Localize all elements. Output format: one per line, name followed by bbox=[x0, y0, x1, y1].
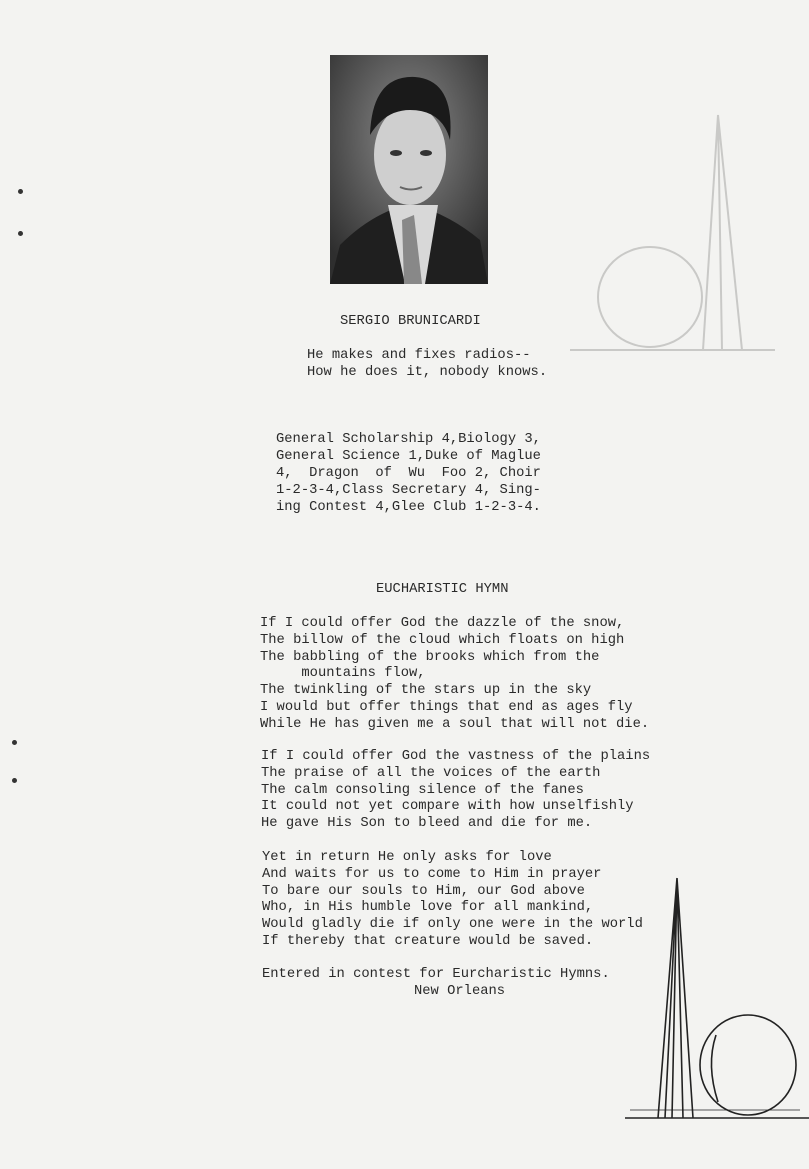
student-name: SERGIO BRUNICARDI bbox=[340, 314, 481, 329]
poem-line: mountains flow, bbox=[260, 666, 426, 682]
activity-line: General Science 1,Duke of Maglue bbox=[276, 449, 541, 464]
binder-hole bbox=[12, 778, 17, 783]
activity-line: ing Contest 4,Glee Club 1-2-3-4. bbox=[276, 500, 541, 515]
poem-line: If thereby that creature would be saved. bbox=[262, 934, 594, 949]
poem-line: It could not yet compare with how unselfishly bbox=[261, 799, 634, 815]
student-portrait-photo bbox=[330, 55, 488, 284]
poem-line: Would gladly die if only one were in the world bbox=[262, 917, 643, 933]
poem-line: While He has given me a soul that will not die. bbox=[260, 716, 650, 732]
poem-line: To bare our souls to Him, our God above bbox=[262, 883, 585, 899]
activity-line: 1-2-3-4,Class Secretary 4, Sing- bbox=[276, 483, 541, 498]
poem-location: New Orleans bbox=[414, 984, 506, 999]
student-quote-line: How he does it, nobody knows. bbox=[307, 365, 548, 380]
binder-hole bbox=[18, 189, 23, 194]
activity-line: 4, Dragon of Wu Foo 2, Choir bbox=[276, 466, 541, 481]
poem-line: Who, in His humble love for all mankind, bbox=[262, 900, 594, 916]
poem-line: If I could offer God the dazzle of the snow, bbox=[260, 616, 625, 631]
poem-note: Entered in contest for Eurcharistic Hymns. bbox=[262, 967, 610, 982]
poem-line: If I could offer God the vastness of the plains bbox=[261, 749, 651, 764]
binder-hole bbox=[12, 740, 17, 745]
binder-hole bbox=[18, 231, 23, 236]
trylon-perisphere-drawing-faint bbox=[570, 105, 780, 360]
poem-line: The twinkling of the stars up in the sky bbox=[260, 683, 592, 699]
poem-line: The billow of the cloud which floats on high bbox=[260, 632, 625, 648]
poem-line: The calm consoling silence of the fanes bbox=[261, 782, 584, 798]
poem-line: He gave His Son to bleed and die for me. bbox=[261, 816, 593, 832]
poem-line: The babbling of the brooks which from the bbox=[260, 649, 600, 665]
poem-line: I would but offer things that end as ages fly bbox=[260, 700, 633, 715]
activity-line: General Scholarship 4,Biology 3, bbox=[276, 432, 541, 447]
trylon-perisphere-drawing bbox=[620, 870, 809, 1130]
student-quote-line: He makes and fixes radios-- bbox=[307, 348, 531, 363]
poem-line: And waits for us to come to Him in prayer bbox=[262, 866, 602, 882]
poem-line: The praise of all the voices of the earth bbox=[261, 765, 601, 781]
poem-title: EUCHARISTIC HYMN bbox=[376, 582, 509, 597]
poem-line: Yet in return He only asks for love bbox=[262, 850, 552, 865]
